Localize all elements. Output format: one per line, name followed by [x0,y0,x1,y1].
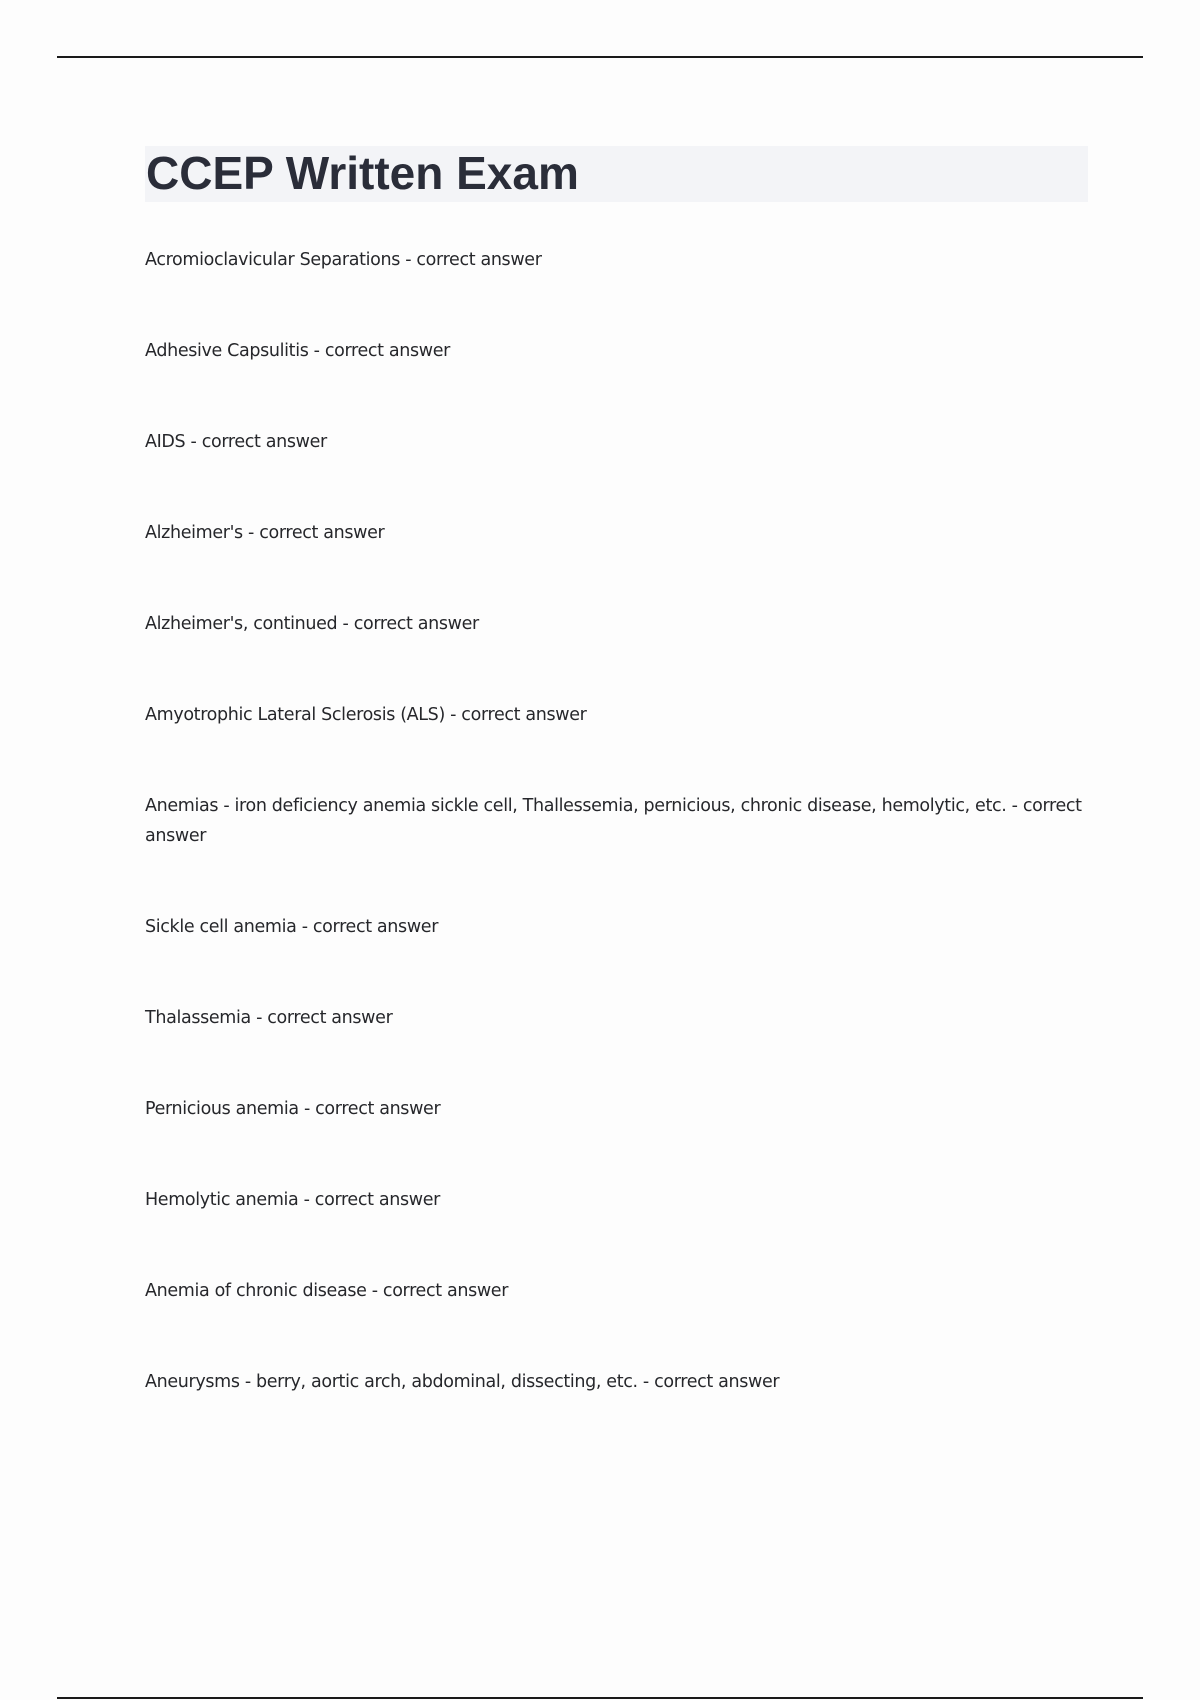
page-title: CCEP Written Exam [146,147,579,199]
qa-item: Amyotrophic Lateral Sclerosis (ALS) - correct answer [145,705,587,725]
qa-item: Thalassemia - correct answer [145,1008,393,1028]
qa-item: Aneurysms - berry, aortic arch, abdominal, dissecting, etc. - correct answer [145,1372,780,1392]
qa-item: Anemia of chronic disease - correct answer [145,1281,509,1301]
qa-item: Alzheimer's - correct answer [145,523,385,543]
qa-item: Adhesive Capsulitis - correct answer [145,341,451,361]
qa-item: Acromioclavicular Separations - correct answer [145,250,542,270]
qa-item: Pernicious anemia - correct answer [145,1099,441,1119]
qa-item: Hemolytic anemia - correct answer [145,1190,440,1210]
qa-item: AIDS - correct answer [145,432,327,452]
top-rule [57,56,1143,58]
qa-item: Sickle cell anemia - correct answer [145,917,439,937]
qa-item: Anemias - iron deficiency anemia sickle cell, Thallessemia, pernicious, chronic disease, hemolytic, etc. - correct answer [145,796,1082,846]
qa-item: Alzheimer's, continued - correct answer [145,614,479,634]
bottom-rule [57,1697,1143,1699]
